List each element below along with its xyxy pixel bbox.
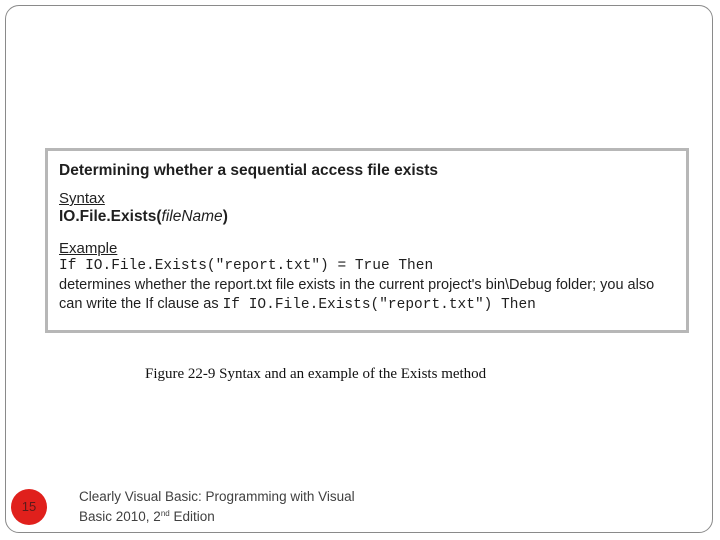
page-number-badge: 15	[11, 489, 47, 525]
figure-box	[45, 148, 689, 333]
example-label: Example	[59, 240, 118, 257]
footer-citation	[79, 488, 399, 525]
syntax-line	[59, 207, 678, 226]
syntax-method: IO.File.Exists(	[59, 208, 162, 225]
footer-line-2	[79, 505, 399, 525]
description-line-2	[59, 295, 678, 315]
syntax-label: Syntax	[59, 190, 105, 207]
footer-line-1: Clearly Visual Basic: Programming with Visual	[79, 489, 355, 504]
footer-line-2-sup: nd	[160, 509, 170, 518]
description-line-2-text: can write the If clause as	[59, 296, 223, 312]
footer-line-2-prefix: Basic 2010, 2	[79, 509, 161, 524]
description-line-2-code: If IO.File.Exists("report.txt") Then	[222, 297, 536, 313]
description-line-1: determines whether the report.txt file exists in the current project's bin\Debug folder; you also	[59, 277, 655, 293]
syntax-close: )	[222, 208, 228, 225]
figure-caption: Figure 22-9 Syntax and an example of the Exists method	[145, 366, 487, 382]
syntax-param: fileName	[161, 208, 223, 225]
example-code: If IO.File.Exists("report.txt") = True Then	[59, 258, 434, 274]
footer-line-2-suffix: Edition	[169, 509, 215, 524]
figure-title: Determining whether a sequential access file exists	[59, 162, 439, 179]
